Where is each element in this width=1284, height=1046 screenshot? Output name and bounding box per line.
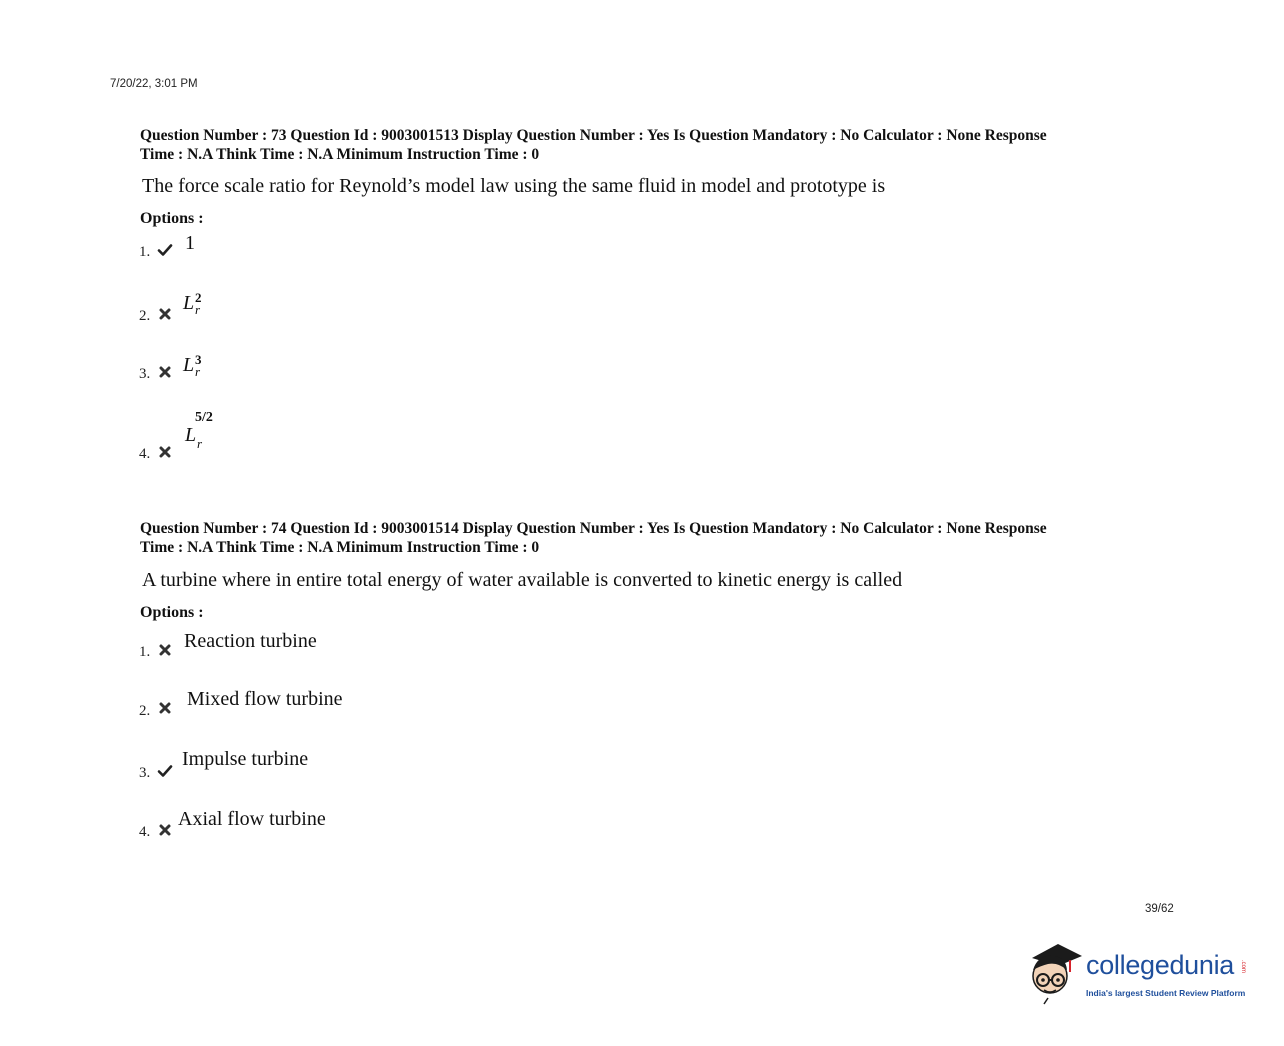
question-text: A turbine where in entire total energy of water available is converted to kinetic energy is called: [142, 569, 903, 591]
formula-base: L: [183, 354, 195, 376]
formula-exponent: 3: [195, 352, 202, 367]
check-icon: [157, 242, 173, 258]
question-meta-line2: Time : N.A Think Time : N.A Minimum Instruction Time : 0: [140, 146, 540, 163]
option-value: Mixed flow turbine: [187, 688, 343, 710]
question-text: The force scale ratio for Reynold’s model law using the same fluid in model and prototype is: [142, 175, 886, 197]
option-number: 4.: [139, 824, 151, 840]
option-2: [139, 688, 739, 748]
option-number: 1.: [139, 644, 151, 660]
formula-exponent: 5/2: [195, 410, 213, 425]
question-meta-line2: Time : N.A Think Time : N.A Minimum Instruction Time : 0: [140, 539, 540, 556]
options-label: Options :: [140, 210, 204, 227]
option-value: Impulse turbine: [182, 748, 309, 770]
cross-icon: [157, 364, 173, 380]
logo-brand-name: collegedunia: [1086, 950, 1235, 980]
option-formula: [183, 292, 223, 322]
cross-icon: [157, 642, 173, 658]
formula-exponent: 2: [195, 290, 202, 305]
option-value: Axial flow turbine: [178, 808, 326, 830]
question-meta: [140, 519, 1170, 557]
mascot-icon: [1024, 938, 1084, 1006]
option-4: [139, 408, 739, 468]
question-meta-line1: Question Number : 74 Question Id : 9003001514 Display Question Number : Yes Is Question Mandatory : No Calculator : None Response: [140, 520, 1047, 537]
option-3: [139, 350, 739, 410]
option-1: [139, 630, 739, 690]
option-number: 3.: [139, 366, 151, 382]
option-number: 2.: [139, 308, 151, 324]
option-number: 1.: [139, 244, 151, 260]
option-1: [139, 232, 739, 292]
option-value: Reaction turbine: [184, 630, 317, 652]
option-3: [139, 748, 739, 808]
option-value: 1: [185, 232, 195, 254]
question-meta-line1: Question Number : 73 Question Id : 9003001513 Display Question Number : Yes Is Question Mandatory : No Calculator : None Response: [140, 127, 1047, 144]
option-number: 4.: [139, 446, 151, 462]
cross-icon: [157, 444, 173, 460]
collegedunia-logo: [1024, 938, 1264, 1008]
option-number: 2.: [139, 703, 151, 719]
check-icon: [157, 763, 173, 779]
option-number: 3.: [139, 765, 151, 781]
option-formula: [185, 408, 245, 452]
cross-icon: [157, 700, 173, 716]
option-formula: [183, 354, 223, 384]
logo-tagline: India's largest Student Review Platform: [1086, 988, 1246, 998]
formula-base: L: [183, 292, 195, 314]
page-number: 39/62: [1145, 903, 1174, 915]
cross-icon: [157, 822, 173, 838]
options-label: Options :: [140, 604, 204, 621]
formula-subscript: r: [197, 436, 203, 451]
formula-base: L: [185, 424, 197, 446]
formula-subscript: r: [195, 364, 201, 379]
option-2: [139, 292, 739, 352]
question-meta: [140, 126, 1170, 164]
print-timestamp: 7/20/22, 3:01 PM: [110, 78, 198, 90]
formula-subscript: r: [195, 302, 201, 317]
logo-domain-suffix: .com: [1240, 960, 1246, 974]
cross-icon: [157, 306, 173, 322]
option-4: [139, 808, 739, 868]
